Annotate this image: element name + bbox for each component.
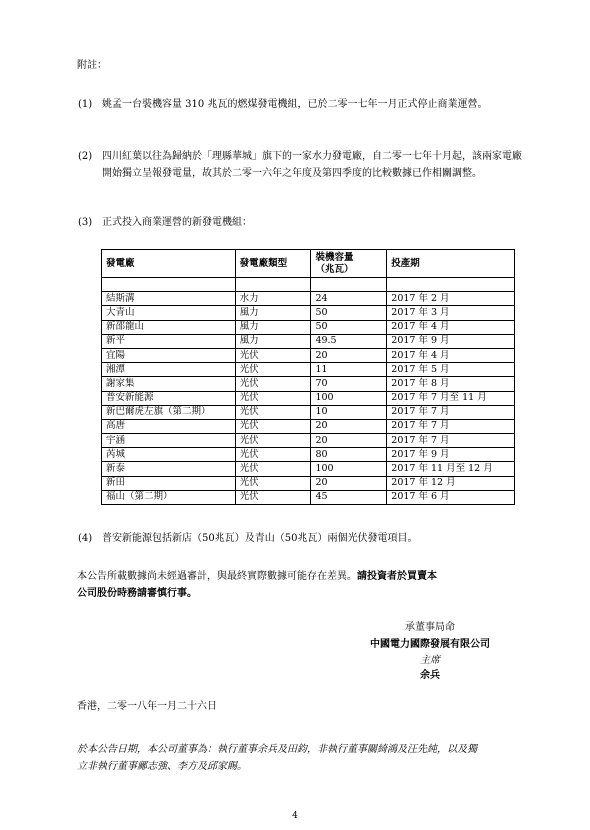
cell-capacity: 10 <box>311 405 387 419</box>
cell-plant: 福山（第二期） <box>102 490 236 504</box>
cell-capacity: 45 <box>311 490 387 504</box>
cell-plant: 結斯溝 <box>102 292 236 306</box>
table-row <box>102 462 515 476</box>
table-row <box>102 320 515 334</box>
table-row <box>102 334 515 348</box>
note-4-text: 普安新能源包括新店（50兆瓦）及青山（50兆瓦）兩個光伏發電項目。 <box>102 533 418 544</box>
cell-plant: 大青山 <box>102 306 236 320</box>
cell-plant-type: 光伏 <box>235 391 311 405</box>
cell-capacity: 20 <box>311 419 387 433</box>
cell-commission-date: 2017 年 5 月 <box>387 363 515 377</box>
table-row <box>102 419 515 433</box>
cell-plant: 新邵龍山 <box>102 320 236 334</box>
table-row <box>102 476 515 490</box>
cell-plant: 謝家集 <box>102 377 236 391</box>
cell-plant-type: 光伏 <box>235 363 311 377</box>
cell-plant-type: 風力 <box>235 334 311 348</box>
cell-commission-date: 2017 年 7 月 <box>387 434 515 448</box>
cell-commission-date: 2017 年 4 月 <box>387 348 515 362</box>
disclaimer-bold-1: 請投資者於買賣本 <box>357 571 437 582</box>
table-row <box>102 348 515 362</box>
cell-capacity: 11 <box>311 363 387 377</box>
signature-line-1: 承董事局命 <box>405 622 455 633</box>
header-commission-date: 投產期 <box>387 250 515 278</box>
note-2-number: (2) <box>78 151 93 162</box>
note-3-number: (3) <box>78 217 93 228</box>
table-row <box>102 391 515 405</box>
cell-commission-date: 2017 年 4 月 <box>387 320 515 334</box>
table-row <box>102 434 515 448</box>
cell-capacity: 24 <box>311 292 387 306</box>
cell-plant-type: 風力 <box>235 306 311 320</box>
cell-plant-type: 風力 <box>235 320 311 334</box>
disclaimer-normal: 本公告所載數據尚未經過審計，與最終實際數據可能存在差異。 <box>77 571 357 582</box>
chairman-name: 余兵 <box>420 670 440 681</box>
note-4-number: (4) <box>78 533 93 544</box>
cell-capacity: 50 <box>311 320 387 334</box>
disclaimer-bold-2: 公司股份時務請審慎行事。 <box>77 588 197 599</box>
header-plant: 發電廠 <box>102 250 236 278</box>
table-row <box>102 377 515 391</box>
table-spacer-row <box>102 278 515 292</box>
cell-plant-type: 光伏 <box>235 462 311 476</box>
cell-commission-date: 2017 年 7 月 <box>387 419 515 433</box>
cell-capacity: 100 <box>311 391 387 405</box>
cell-plant-type: 光伏 <box>235 434 311 448</box>
note-1-text: 姚孟一台裝機容量 310 兆瓦的燃煤發電機組，已於二零一七年一月正式停止商業運營。 <box>102 99 488 110</box>
disclaimer-line-1 <box>77 568 437 585</box>
page-number: 4 <box>292 811 298 821</box>
cell-capacity: 20 <box>311 476 387 490</box>
directors-line-2: 立非執行董事鄺志強、李方及邱家賜。 <box>77 761 247 772</box>
table-header-row <box>102 250 515 278</box>
cell-plant: 芮城 <box>102 448 236 462</box>
cell-commission-date: 2017 年 2 月 <box>387 292 515 306</box>
table-row <box>102 292 515 306</box>
table-row <box>102 448 515 462</box>
cell-commission-date: 2017 年 7 月至 11 月 <box>387 391 515 405</box>
chairman-title: 主席 <box>420 655 440 666</box>
cell-plant: 新巴爾虎左旗（第二期） <box>102 405 236 419</box>
cell-commission-date: 2017 年 9 月 <box>387 334 515 348</box>
note-1-number: (1) <box>78 99 93 110</box>
notes-heading: 附註： <box>77 60 107 71</box>
cell-commission-date: 2017 年 7 月 <box>387 405 515 419</box>
date-line: 香港，二零一八年一月二十六日 <box>77 701 217 712</box>
cell-plant-type: 水力 <box>235 292 311 306</box>
cell-plant-type: 光伏 <box>235 476 311 490</box>
cell-plant-type: 光伏 <box>235 348 311 362</box>
cell-plant: 宜陽 <box>102 348 236 362</box>
cell-commission-date: 2017 年 8 月 <box>387 377 515 391</box>
cell-commission-date: 2017 年 6 月 <box>387 490 515 504</box>
table-row <box>102 490 515 504</box>
cell-commission-date: 2017 年 12 月 <box>387 476 515 490</box>
cell-commission-date: 2017 年 11 月至 12 月 <box>387 462 515 476</box>
cell-plant: 宇涵 <box>102 434 236 448</box>
cell-plant-type: 光伏 <box>235 448 311 462</box>
cell-capacity: 20 <box>311 348 387 362</box>
note-2-text: 四川紅葉以往為歸納於「理縣華城」旗下的一家水力發電廠，自二零一七年十月起，該兩家電廠開始獨立呈報發電量，故其於二零一六年之年度及第四季度的比較數據已作相關調整。 <box>102 151 522 179</box>
cell-capacity: 100 <box>311 462 387 476</box>
directors-line-1: 於本公告日期，本公司董事為：執行董事余兵及田鈞，非執行董事關綺鴻及汪先純，以及獨 <box>77 744 477 755</box>
note-3-text: 正式投入商業運營的新發電機組： <box>102 217 252 228</box>
cell-capacity: 50 <box>311 306 387 320</box>
cell-capacity: 20 <box>311 434 387 448</box>
company-name: 中國電力國際發展有限公司 <box>370 639 490 650</box>
cell-plant: 新田 <box>102 476 236 490</box>
cell-plant-type: 光伏 <box>235 419 311 433</box>
table-row <box>102 306 515 320</box>
cell-capacity: 49.5 <box>311 334 387 348</box>
cell-plant: 普安新能源 <box>102 391 236 405</box>
header-plant-type: 發電廠類型 <box>235 250 311 278</box>
cell-plant: 湘潭 <box>102 363 236 377</box>
cell-plant-type: 光伏 <box>235 490 311 504</box>
table-row <box>102 363 515 377</box>
cell-capacity: 80 <box>311 448 387 462</box>
cell-plant: 新平 <box>102 334 236 348</box>
new-generating-units-table <box>101 249 515 505</box>
cell-plant: 高唐 <box>102 419 236 433</box>
cell-commission-date: 2017 年 3 月 <box>387 306 515 320</box>
cell-plant: 新泰 <box>102 462 236 476</box>
cell-capacity: 70 <box>311 377 387 391</box>
cell-plant-type: 光伏 <box>235 377 311 391</box>
table-row <box>102 405 515 419</box>
table-body <box>102 292 515 505</box>
cell-plant-type: 光伏 <box>235 405 311 419</box>
header-capacity: 裝機容量 （兆瓦） <box>311 250 387 278</box>
cell-commission-date: 2017 年 9 月 <box>387 448 515 462</box>
